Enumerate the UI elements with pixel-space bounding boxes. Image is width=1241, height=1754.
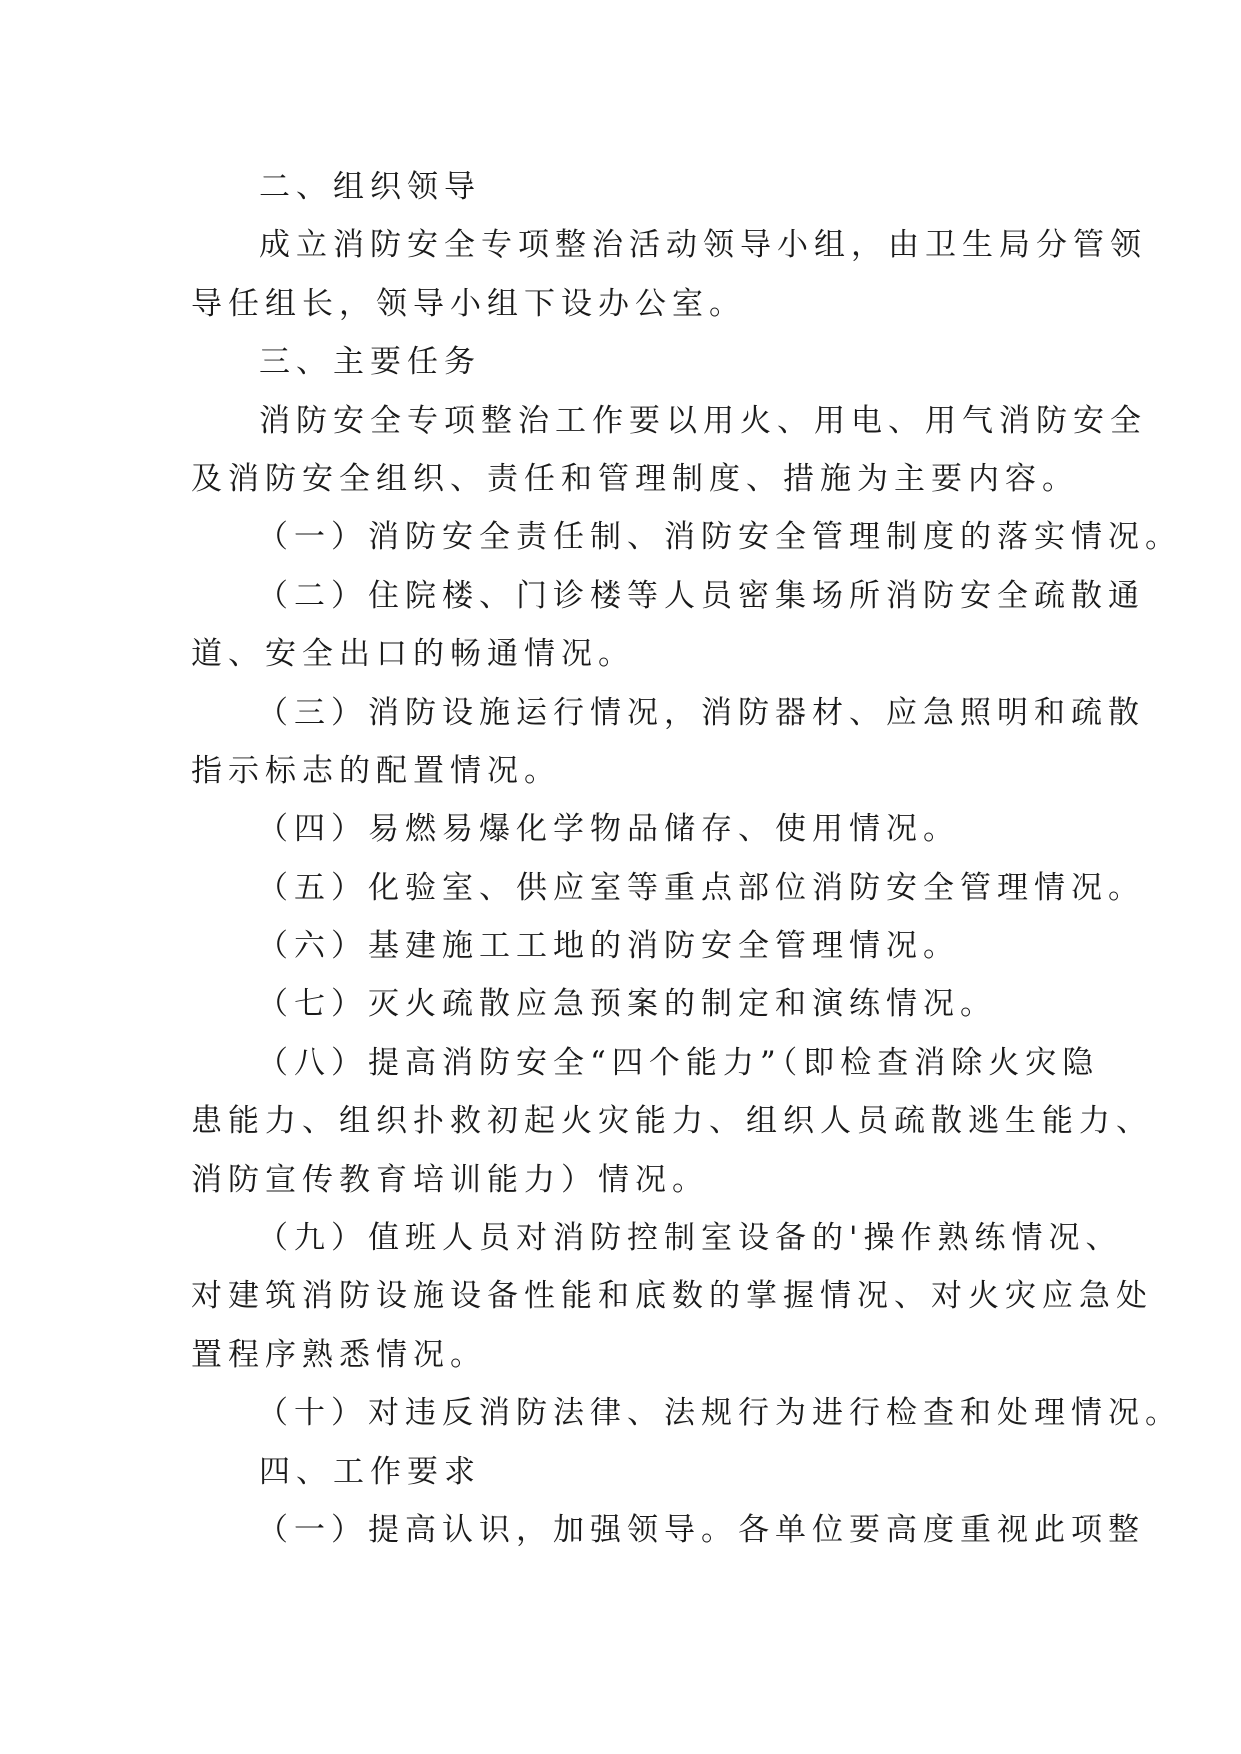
task-item-4: （四）易燃易爆化学物品储存、使用情况。 [257,811,960,848]
section-heading-main-tasks: 三、主要任务 [259,344,481,381]
section-heading-requirements: 四、工作要求 [259,1453,481,1490]
task-item-9: （九）值班人员对消防控制室设备的'操作熟练情况、 [257,1220,1123,1257]
paragraph-line: 置程序熟悉情况。 [191,1336,487,1373]
paragraph-line: 指示标志的配置情况。 [191,752,561,789]
section-heading-organization: 二、组织领导 [259,169,481,205]
paragraph-line: 成立消防安全专项整治活动领导小组，由卫生局分管领 [259,227,1147,264]
task-item-1: （一）消防安全责任制、消防安全管理制度的落实情况。 [257,519,1182,556]
paragraph-line: 及消防安全组织、责任和管理制度、措施为主要内容。 [191,460,1079,497]
paragraph-line: 消防安全专项整治工作要以用火、用电、用气消防安全 [259,402,1147,439]
paragraph-line: 消防宣传教育培训能力）情况。 [191,1161,709,1198]
task-item-6: （六）基建施工工地的消防安全管理情况。 [257,928,960,965]
task-item-5: （五）化验室、供应室等重点部位消防安全管理情况。 [257,869,1145,906]
task-item-2: （二）住院楼、门诊楼等人员密集场所消防安全疏散通 [257,577,1145,614]
requirement-item-1: （一）提高认识，加强领导。各单位要高度重视此项整 [257,1511,1145,1548]
document-body [191,158,1182,1559]
paragraph-line: 患能力、组织扑救初起火灾能力、组织人员疏散逃生能力、 [191,1103,1153,1140]
task-item-3: （三）消防设施运行情况，消防器材、应急照明和疏散 [257,694,1145,731]
task-item-8: （八）提高消防安全“四个能力”（即检查消除火灾隐 [257,1044,1100,1081]
task-item-10: （十）对违反消防法律、法规行为进行检查和处理情况。 [257,1395,1182,1432]
paragraph-line: 对建筑消防设施设备性能和底数的掌握情况、对火灾应急处 [191,1278,1153,1315]
paragraph-line: 导任组长，领导小组下设办公室。 [191,285,746,322]
paragraph-line: 道、安全出口的畅通情况。 [191,636,635,673]
task-item-7: （七）灭火疏散应急预案的制定和演练情况。 [257,986,997,1023]
